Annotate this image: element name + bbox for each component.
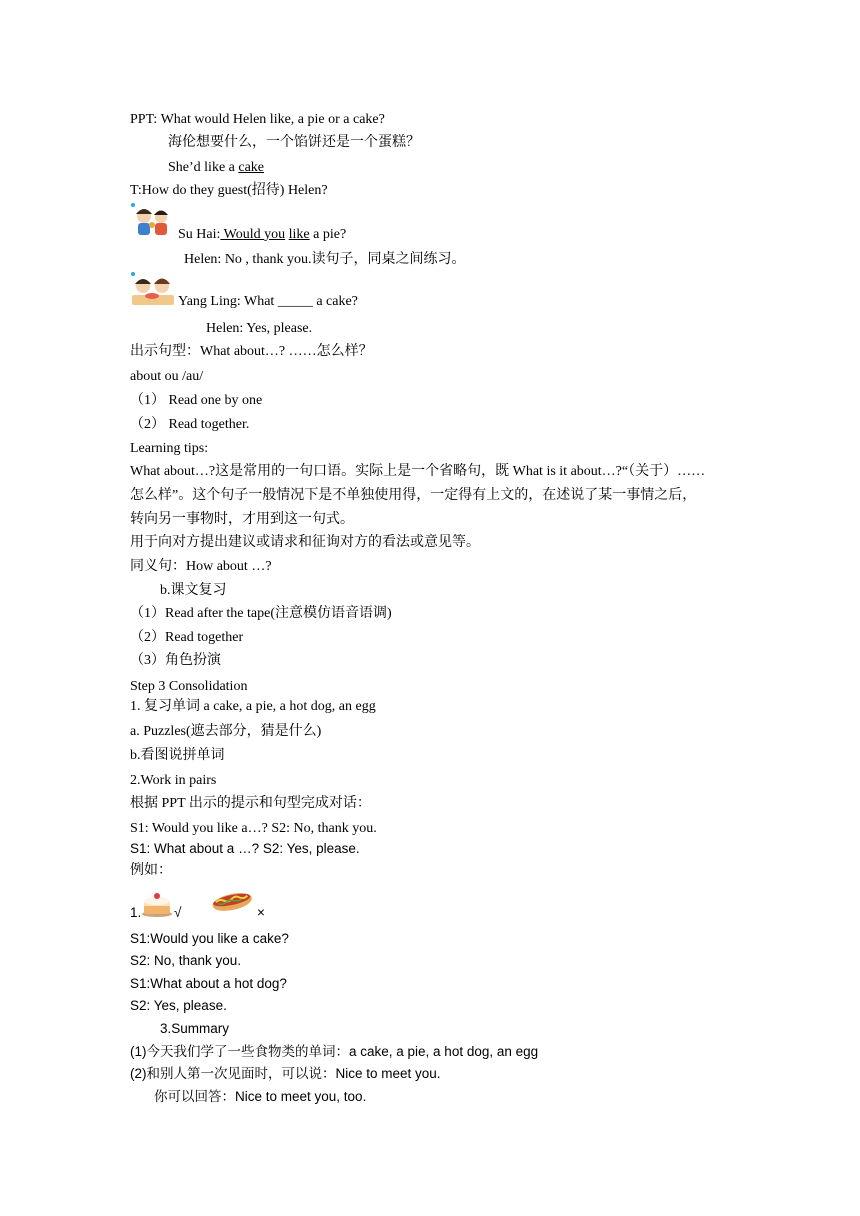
summary-heading: 3.Summary bbox=[160, 1021, 230, 1036]
synonym-sentence: 同义句：How about …? bbox=[130, 559, 272, 574]
example-s1-cake: S1:Would you like a cake? bbox=[130, 931, 289, 946]
summary-item-2: (2)和别人第一次见面时，可以说：Nice to meet you. bbox=[130, 1066, 441, 1081]
step-read-one-by-one: （1） Read one by one bbox=[130, 393, 263, 408]
ppt-question: PPT: What would Helen like, a pie or a cake? bbox=[130, 112, 385, 127]
children-eating-icon bbox=[130, 271, 176, 307]
dialogue-yang-ling: Yang Ling: What _____ a cake? bbox=[178, 294, 358, 309]
pattern-what-about: S1: What about a …? S2: Yes, please. bbox=[130, 841, 360, 856]
review-step-3: （3）角色扮演 bbox=[130, 653, 221, 668]
tips-usage: 用于向对方提出建议或请求和征询对方的看法或意见等。 bbox=[130, 535, 480, 550]
teacher-question: T:How do they guest(招待) Helen? bbox=[130, 183, 328, 198]
answer-line: She’d like a cake bbox=[168, 160, 265, 175]
tips-paragraph-line-1: What about…?这是常用的一句口语。实际上是一个省略句，既 What is it about…?“（关于）…… bbox=[130, 464, 706, 479]
summary-reply: 你可以回答：Nice to meet you, too. bbox=[154, 1089, 367, 1104]
dialogue-su-hai: Su Hai: Would you like a pie? bbox=[178, 227, 347, 242]
step-read-together: （2） Read together. bbox=[130, 417, 250, 432]
puzzles-item: a. Puzzles(遮去部分，猜是什么) bbox=[130, 724, 322, 739]
summary-item-1: (1)今天我们学了一些食物类的单词：a cake, a pie, a hot dog, an egg bbox=[130, 1044, 539, 1059]
example-s1-hotdog: S1:What about a hot dog? bbox=[130, 976, 287, 991]
review-step-2: （2）Read together bbox=[130, 630, 244, 645]
dialogue-helen-no: Helen: No , thank you.读句子，同桌之间练习。 bbox=[184, 252, 466, 267]
cross-mark: × bbox=[257, 905, 265, 920]
step3-heading: Step 3 Consolidation bbox=[130, 679, 248, 694]
sentence-pattern: 出示句型：What about…? ……怎么样？ bbox=[130, 344, 373, 359]
check-mark: √ bbox=[174, 905, 182, 920]
text-review-heading: b.课文复习 bbox=[160, 583, 227, 598]
tips-paragraph-line-3: 转向另一事物时，才用到这一句式。 bbox=[130, 512, 354, 527]
dialogue-helen-yes: Helen: Yes, please. bbox=[206, 321, 313, 336]
consolidation-item-1: 1. 复习单词 a cake, a pie, a hot dog, an egg bbox=[130, 699, 376, 714]
picture-spelling-item: b.看图说拼单词 bbox=[130, 748, 225, 763]
cake-icon bbox=[141, 890, 173, 918]
tips-paragraph-line-2: 怎么样”。这个句子一般情况下是不单独使用得，一定得有上文的，在述说了某一事情之后， bbox=[130, 488, 697, 503]
example-s2-yes: S2: Yes, please. bbox=[130, 998, 227, 1013]
children-offering-food-icon bbox=[130, 202, 174, 238]
learning-tips-heading: Learning tips: bbox=[130, 441, 209, 456]
pairs-instruction: 根据 PPT 出示的提示和句型完成对话： bbox=[130, 796, 371, 811]
hot-dog-icon bbox=[210, 888, 254, 914]
question-translation: 海伦想要什么，一个馅饼还是一个蛋糕？ bbox=[168, 135, 420, 150]
phonics-line: about ou /au/ bbox=[130, 369, 204, 384]
review-step-1: （1）Read after the tape(注意模仿语音语调) bbox=[130, 606, 392, 621]
work-in-pairs: 2.Work in pairs bbox=[130, 773, 217, 788]
example-number: 1. bbox=[130, 905, 142, 920]
example-s2-no: S2: No, thank you. bbox=[130, 953, 242, 968]
pattern-would-you-like: S1: Would you like a…? S2: No, thank you. bbox=[130, 821, 377, 836]
example-label: 例如： bbox=[130, 863, 172, 878]
